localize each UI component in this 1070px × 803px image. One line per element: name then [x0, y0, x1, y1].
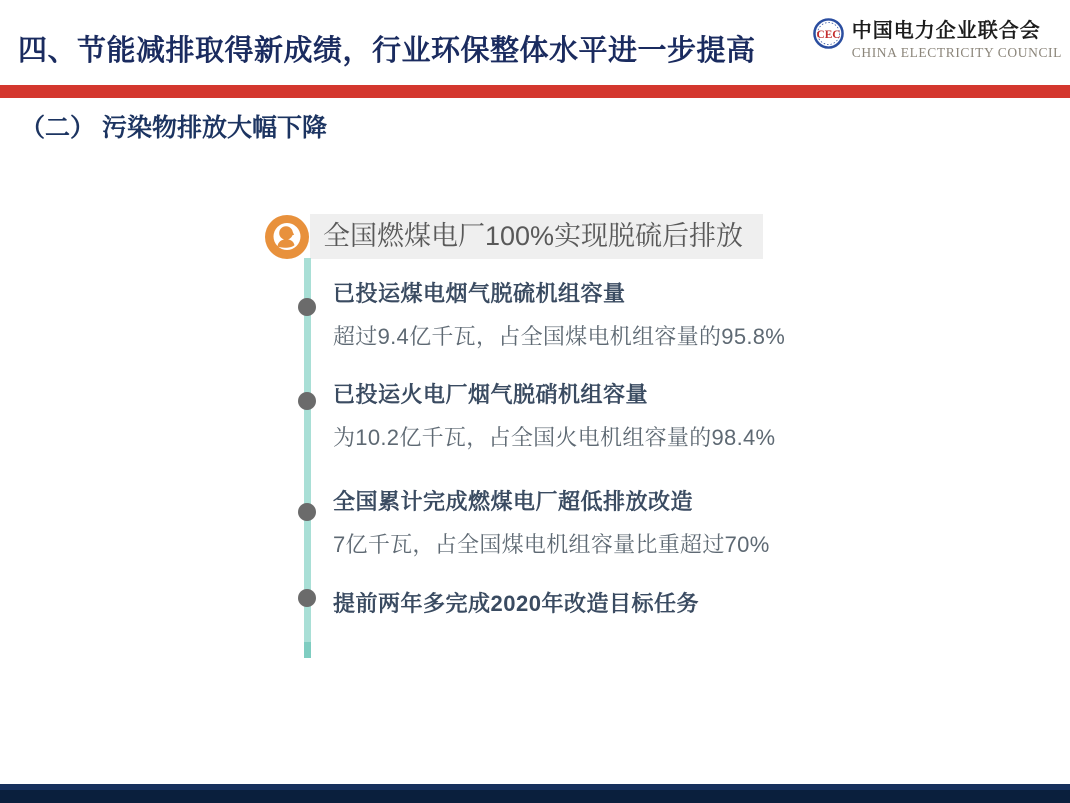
timeline-bullet	[298, 298, 316, 316]
slide-title: 四、节能减排取得新成绩，行业环保整体水平进一步提高	[18, 35, 756, 67]
svg-text:CEC: CEC	[816, 29, 841, 42]
timeline-bullet	[298, 503, 316, 521]
timeline-bullet	[298, 392, 316, 410]
cec-emblem-icon	[813, 18, 844, 49]
timeline-item	[333, 485, 873, 559]
timeline-headline: 全国燃煤电厂100%实现脱硫后排放	[310, 214, 763, 259]
timeline-item-detail: 超过9.4亿千瓦，占全国煤电机组容量的95.8%	[333, 324, 786, 349]
timeline-item	[333, 277, 873, 351]
timeline-item-title: 提前两年多完成2020年改造目标任务	[333, 591, 699, 616]
timeline-item-detail: 为10.2亿千瓦，占全国火电机组容量的98.4%	[333, 425, 776, 450]
timeline-item	[333, 587, 873, 618]
timeline-item-title: 已投运煤电烟气脱硫机组容量	[333, 281, 626, 306]
logo-name-cn: 中国电力企业联合会	[851, 20, 1041, 42]
cec-logo	[813, 14, 1062, 61]
timeline-item-title: 全国累计完成燃煤电厂超低排放改造	[333, 489, 694, 514]
timeline-item	[333, 378, 873, 452]
logo-text	[852, 14, 1062, 61]
footer-bar	[0, 784, 1070, 803]
logo-name-en: CHINA ELECTRICITY COUNCIL	[851, 45, 1062, 60]
timeline-bullet	[298, 589, 316, 607]
timeline	[265, 214, 885, 674]
timeline-item-detail: 7亿千瓦，占全国煤电机组容量比重超过70%	[333, 532, 770, 557]
header-divider-bar	[0, 85, 1070, 98]
footer-bar-bottom	[0, 790, 1070, 803]
timeline-item-title: 已投运火电厂烟气脱硝机组容量	[333, 382, 649, 407]
section-subtitle: （二） 污染物排放大幅下降	[20, 114, 327, 142]
person-icon	[265, 215, 309, 259]
